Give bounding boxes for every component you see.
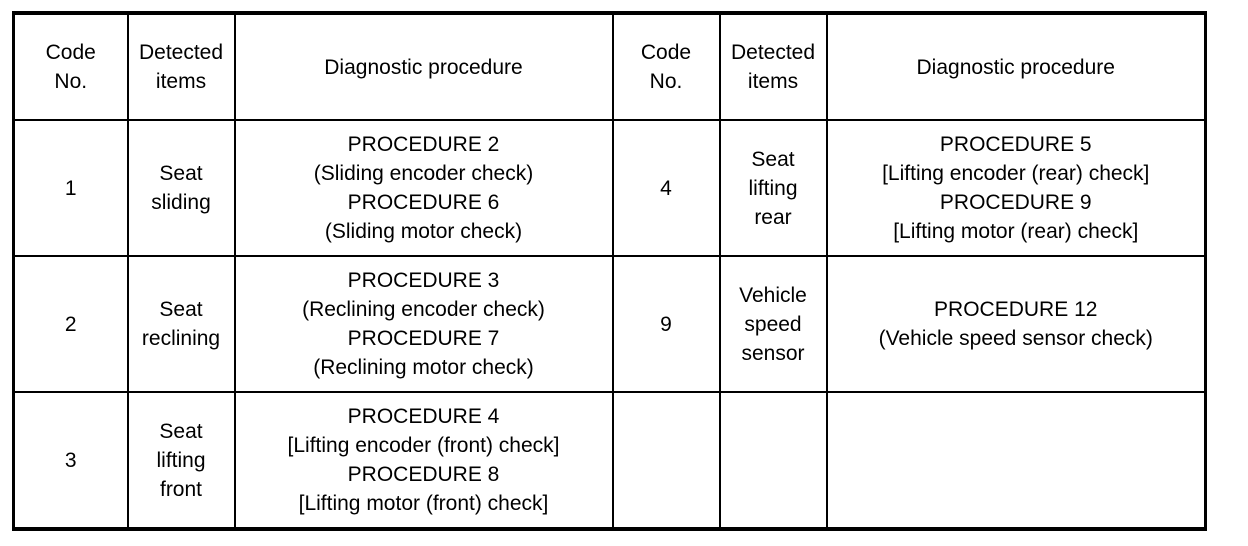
header-code-no-right: Code No. (613, 13, 720, 120)
header-code-no: Code No. (14, 13, 128, 120)
code-cell: 2 (14, 256, 128, 392)
code-cell: 3 (14, 392, 128, 529)
header-row (14, 13, 1206, 120)
detected-item-cell-right: Vehicle speed sensor (720, 256, 827, 392)
detected-item-cell-right-empty (720, 392, 827, 529)
procedure-cell: PROCEDURE 2 (Sliding encoder check) PROCEDURE 6 (Sliding motor check) (235, 120, 613, 256)
code-cell-right: 9 (613, 256, 720, 392)
header-diagnostic-procedure: Diagnostic procedure (235, 13, 613, 120)
procedure-cell: PROCEDURE 3 (Reclining encoder check) PROCEDURE 7 (Reclining motor check) (235, 256, 613, 392)
code-cell-right: 4 (613, 120, 720, 256)
header-detected-items-right: Detected items (720, 13, 827, 120)
procedure-cell: PROCEDURE 4 [Lifting encoder (front) check] PROCEDURE 8 [Lifting motor (front) check] (235, 392, 613, 529)
detected-item-cell-right: Seat lifting rear (720, 120, 827, 256)
detected-item-cell: Seat sliding (128, 120, 235, 256)
table-row (14, 392, 1206, 529)
procedure-cell-right: PROCEDURE 5 [Lifting encoder (rear) check] PROCEDURE 9 [Lifting motor (rear) check] (827, 120, 1206, 256)
code-cell: 1 (14, 120, 128, 256)
diagnostic-code-table (12, 11, 1207, 531)
table-row (14, 120, 1206, 256)
header-diagnostic-procedure-right: Diagnostic procedure (827, 13, 1206, 120)
detected-item-cell: Seat reclining (128, 256, 235, 392)
header-detected-items: Detected items (128, 13, 235, 120)
table-row (14, 256, 1206, 392)
procedure-cell-right: PROCEDURE 12 (Vehicle speed sensor check) (827, 256, 1206, 392)
code-cell-right-empty (613, 392, 720, 529)
procedure-cell-right-empty (827, 392, 1206, 529)
detected-item-cell: Seat lifting front (128, 392, 235, 529)
